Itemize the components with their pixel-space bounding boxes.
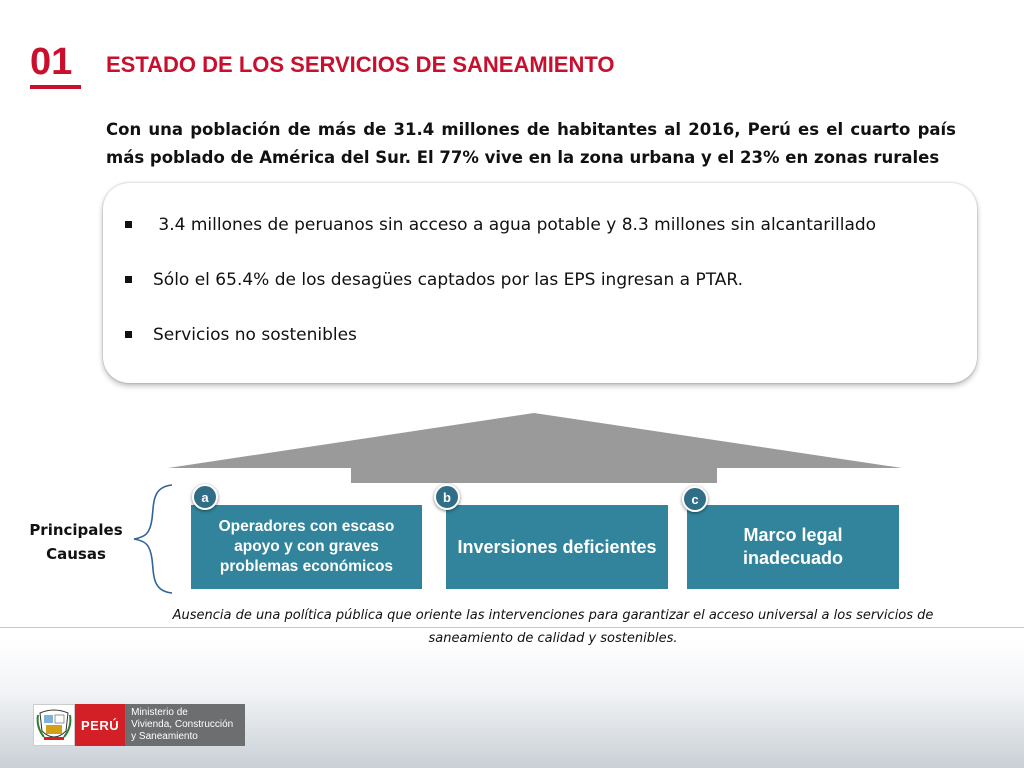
ministry-name: Ministerio de Vivienda, Construcción y Saneamiento <box>125 704 245 746</box>
page-title: ESTADO DE LOS SERVICIOS DE SANEAMIENTO <box>106 52 615 77</box>
roof-shape <box>168 413 902 485</box>
square-bullet-icon <box>125 221 132 228</box>
key-facts-list <box>123 215 876 380</box>
list-item: Sólo el 65.4% de los desagües captados por las EPS ingresan a PTAR. <box>123 270 876 325</box>
section-number: 01 <box>30 41 73 83</box>
cause-box-operators: Operadores con escaso apoyo y con graves problemas económicos <box>191 505 422 589</box>
cause-badge-c: c <box>682 486 708 512</box>
conclusion-text: Ausencia de una política pública que oriente las intervenciones para garantizar el acceso universal a los servicios de saneamiento de calidad y sostenibles. <box>172 608 934 646</box>
cause-box-investments: Inversiones deficientes <box>446 505 668 589</box>
list-item: 3.4 millones de peruanos sin acceso a agua potable y 8.3 millones sin alcantarillado <box>123 215 876 270</box>
country-label: PERÚ <box>75 704 125 746</box>
left-brace-icon <box>132 483 176 595</box>
cause-box-legal-framework: Marco legal inadecuado <box>687 505 899 589</box>
section-number-underline <box>30 85 81 89</box>
coat-of-arms-icon <box>33 704 75 746</box>
intro-paragraph: Con una población de más de 31.4 millones de habitantes al 2016, Perú es el cuarto país más poblado de América del Sur. El 77% vive en la zona urbana y el 23% en zonas rurales <box>106 120 956 167</box>
cause-badge-b: b <box>434 484 460 510</box>
key-facts-card <box>103 183 977 383</box>
cause-badge-a: a <box>192 484 218 510</box>
square-bullet-icon <box>125 331 132 338</box>
roof-polygon <box>168 413 902 483</box>
list-item: Servicios no sostenibles <box>123 325 876 380</box>
ministry-logo <box>33 704 245 746</box>
square-bullet-icon <box>125 276 132 283</box>
causes-label: Principales Causas <box>29 521 123 563</box>
